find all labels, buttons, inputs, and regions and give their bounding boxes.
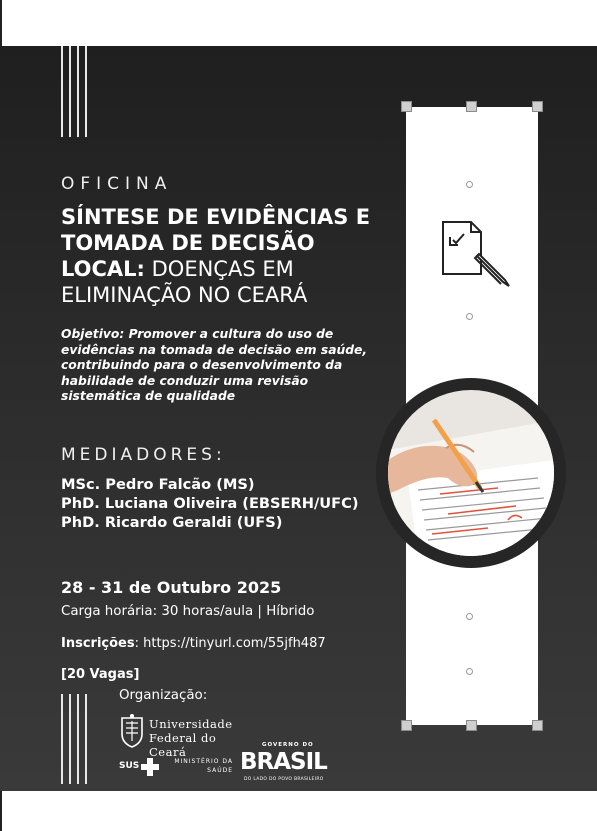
selection-handle bbox=[532, 720, 543, 731]
strip-hole bbox=[466, 181, 473, 188]
page-edge-line bbox=[0, 791, 2, 831]
writing-hand-illustration bbox=[388, 390, 554, 556]
strip-hole bbox=[466, 613, 473, 620]
event-dates: 28 - 31 de Outubro 2025 bbox=[61, 578, 282, 597]
selection-handle bbox=[401, 720, 412, 731]
gov-brasil-logo bbox=[240, 742, 330, 784]
page-edge-line bbox=[0, 0, 2, 46]
ministry-logo bbox=[173, 756, 233, 780]
event-kicker: OFICINA bbox=[61, 174, 173, 194]
event-title bbox=[61, 204, 381, 308]
strip-hole bbox=[466, 313, 473, 320]
event-objective: Objetivo: Promover a cultura do uso de evidências na tomada de decisão em saúde, contribuindo para o desenvolvimento da habilidade de conduzir uma revisão sistemática de qualidade bbox=[61, 327, 368, 403]
selection-handle bbox=[401, 101, 412, 112]
mediator-name: PhD. Luciana Oliveira (EBSERH/UFC) bbox=[61, 495, 359, 512]
gov-bottom-text: DO LADO DO POVO BRASILEIRO bbox=[244, 777, 324, 782]
event-workload: Carga horária: 30 horas/aula | Híbrido bbox=[61, 604, 315, 619]
sus-label: SUS bbox=[119, 761, 140, 771]
selection-handle bbox=[466, 720, 477, 731]
selection-handle bbox=[466, 101, 477, 112]
checklist-pencil-icon bbox=[437, 216, 513, 292]
ufc-name-line1: Universidade bbox=[149, 717, 233, 731]
decorative-bars-bottom bbox=[61, 694, 87, 784]
organization-label: Organização: bbox=[119, 688, 208, 703]
ufc-logo bbox=[119, 714, 239, 759]
selection-handle bbox=[532, 101, 543, 112]
ministry-line2: SAÚDE bbox=[207, 767, 233, 774]
strip-hole bbox=[466, 668, 473, 675]
registration-label: Inscrições bbox=[61, 636, 135, 651]
sus-logo bbox=[119, 758, 161, 776]
mediator-name: MSc. Pedro Falcão (MS) bbox=[61, 476, 255, 493]
registration-link[interactable]: : https://tinyurl.com/55jfh487 bbox=[134, 636, 326, 651]
event-title-bold: SÍNTESE DE EVIDÊNCIAS E TOMADA DE DECISÃO LOCAL: bbox=[61, 205, 371, 281]
decorative-bars-top bbox=[61, 46, 87, 137]
gov-top-text: GOVERNO DO bbox=[262, 742, 314, 748]
vacancies-badge: [20 Vagas] bbox=[61, 667, 140, 682]
sus-cross-icon bbox=[141, 758, 159, 776]
ufc-crest-icon bbox=[119, 714, 145, 748]
page-margin-top bbox=[0, 0, 597, 46]
event-poster bbox=[0, 46, 597, 791]
ufc-name-line2: Federal do Ceará bbox=[149, 731, 217, 759]
registration-line bbox=[61, 636, 326, 651]
mediator-name: PhD. Ricardo Geraldi (UFS) bbox=[61, 514, 283, 531]
page-margin-bottom bbox=[0, 791, 597, 831]
hand-writing-photo bbox=[388, 390, 554, 556]
mediators-heading: MEDIADORES: bbox=[61, 445, 226, 465]
gov-main-text: BRASIL bbox=[240, 749, 327, 775]
event-title-regular: DOENÇAS EM ELIMINAÇÃO NO CEARÁ bbox=[61, 257, 308, 307]
ministry-line1: MINISTÉRIO DA bbox=[174, 758, 233, 765]
